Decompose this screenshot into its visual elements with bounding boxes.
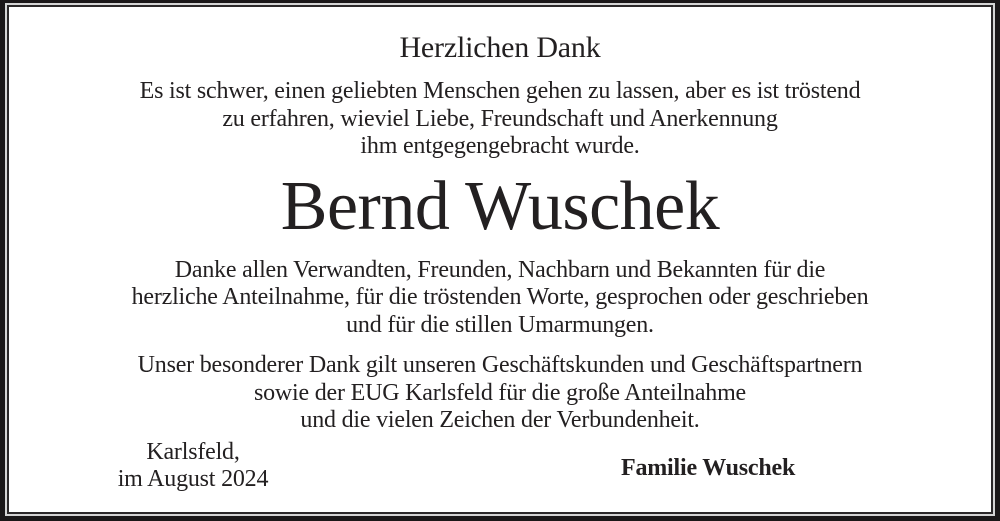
date-line: im August 2024 — [117, 465, 269, 492]
notice-footer — [9, 437, 991, 501]
deceased-name: Bernd Wuschek — [280, 167, 720, 245]
thanks-line-3: und für die stillen Umarmungen. — [346, 311, 654, 338]
thanks-paragraph — [9, 257, 991, 340]
notice-title: Herzlichen Dank — [399, 31, 601, 64]
intro-line-2: zu erfahren, wieviel Liebe, Freundschaft und Anerkennung — [222, 105, 778, 132]
intro-line-1: Es ist schwer, einen geliebten Menschen gehen zu lassen, aber es ist tröstend — [139, 78, 861, 104]
special-thanks-line-3: und die vielen Zeichen der Verbundenheit. — [300, 407, 700, 433]
notice-frame-gap — [5, 3, 995, 516]
intro-line-3: ihm entgegengebracht wurde. — [360, 133, 640, 159]
thanks-line-1: Danke allen Verwandten, Freunden, Nachbarn und Bekannten für die — [174, 256, 826, 283]
special-thanks-line-1: Unser besonderer Dank gilt unseren Geschäftskunden und Geschäftspartnern — [137, 352, 863, 378]
intro-paragraph — [9, 78, 991, 161]
place-date-block — [95, 439, 291, 493]
special-thanks-line-2: sowie der EUG Karlsfeld für die große Anteilnahme — [253, 379, 747, 406]
special-thanks-paragraph — [9, 352, 991, 435]
place-line: Karlsfeld, — [146, 438, 240, 465]
thanks-line-2: herzliche Anteilnahme, für die tröstenden Worte, gesprochen oder geschrieben — [131, 284, 869, 310]
family-signature: Familie Wuschek — [621, 454, 796, 481]
obituary-notice-card — [7, 5, 993, 514]
